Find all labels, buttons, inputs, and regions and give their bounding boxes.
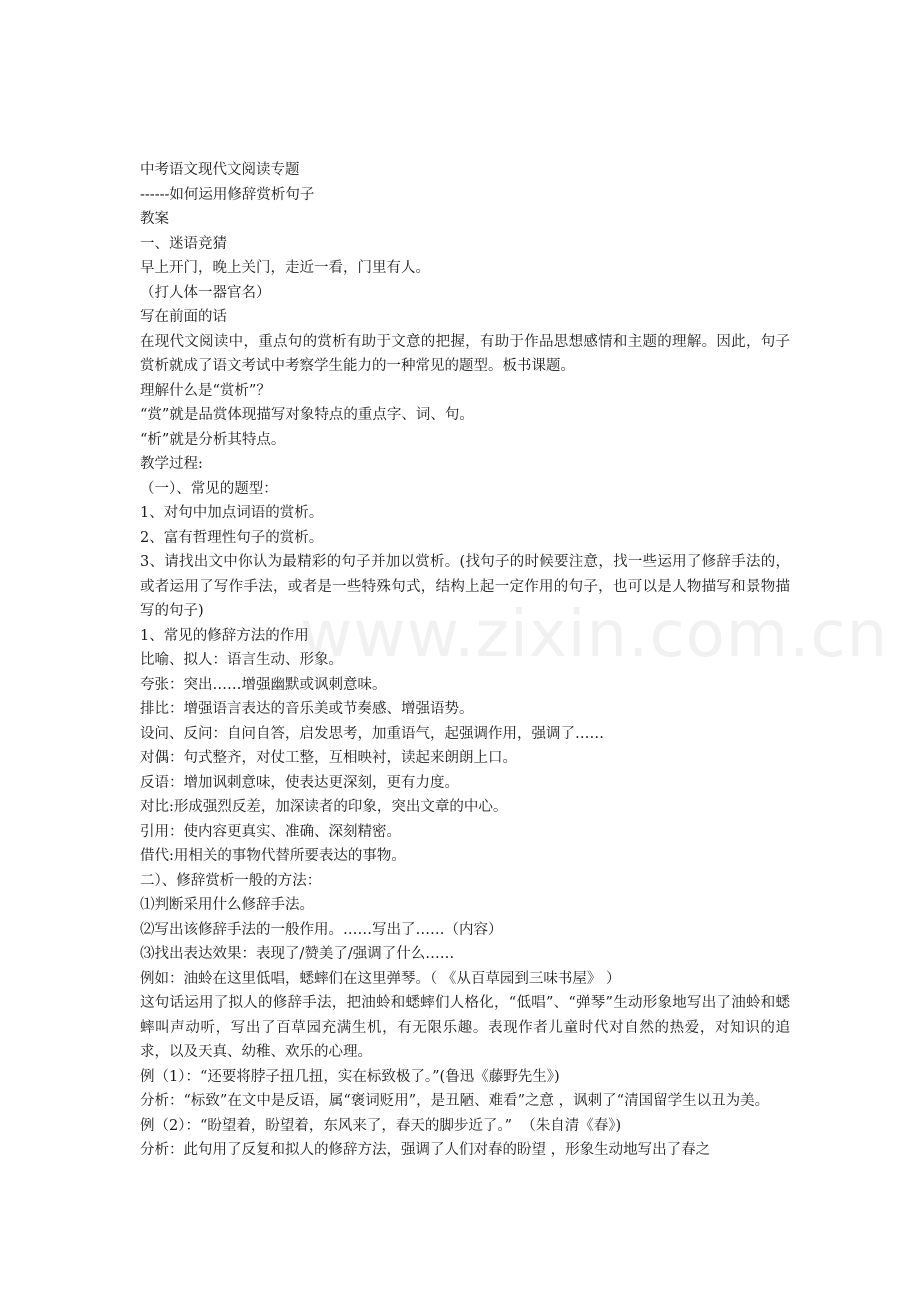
doc-line: “析”就是分析其特点。	[140, 431, 286, 448]
doc-line: 对比:形成强烈反差，加深读者的印象，突出文章的中心。	[140, 799, 508, 815]
doc-list-item: 2、富有哲理性句子的赏析。	[140, 529, 324, 546]
doc-line: 设问、反问：自问自答，启发思考，加重语气，起强调作用，强调了……	[140, 725, 604, 742]
doc-line: 借代:用相关的事物代替所要表达的事物。	[140, 848, 406, 864]
watermark: www.zixin.com.cn	[300, 598, 889, 672]
doc-list-item: ⑴判断采用什么修辞手法。	[140, 897, 314, 913]
doc-line: 引用：使内容更真实、准确、深刻精密。	[140, 823, 401, 840]
doc-line: 对偶：句式整齐，对仗工整，互相映衬，读起来朗朗上口。	[140, 750, 517, 766]
doc-heading-methods: 二）、修辞赏析一般的方法：	[140, 872, 322, 889]
doc-heading-riddle: 一、迷语竞猜	[140, 235, 227, 252]
doc-example: 例（2）：“盼望着，盼望着，东风来了，春天的脚步近了。” （朱自清《春》)	[140, 1117, 622, 1134]
doc-heading-preface: 写在前面的话	[140, 309, 227, 325]
doc-title: 中考语文现代文阅读专题	[140, 162, 300, 178]
doc-list-item: ⑵写出该修辞手法的一般作用。……写出了……（内容）	[140, 921, 503, 938]
doc-list-item: 3、请找出文中你认为最精彩的句子并加以赏析。(找句子的时候要注意，找一些运用了修辞手法的，或者运用了写作手法，或者是一些特殊句式，结构上起一定作用的句子，也可以是人物描写和景物描写的句子)	[140, 554, 790, 619]
doc-heading-question-types: （一）、常见的题型：	[140, 480, 278, 497]
doc-line: 夸张：突出……增强幽默或讽刺意味。	[140, 676, 387, 693]
document-body	[140, 158, 790, 1163]
doc-paragraph: 这句话运用了拟人的修辞手法，把油蛉和蟋蟀们人格化，“低唱”、“弹琴”生动形象地写出了油蛉和蟋蟀叫声动听，写出了百草园充满生机，有无限乐趣。表现作者儿童时代对自然的热爱，对知识的追求，以及天真、幼稚、欢乐的心理。	[140, 995, 790, 1060]
doc-paragraph: 分析：“标致”在文中是反语，属“褒词贬用”，是丑陋、难看”之意 ，讽刺了“清国留学生以丑为美。	[140, 1093, 770, 1109]
doc-example: 例如：油蛉在这里低唱，蟋蟀们在这里弹琴。（ 《从百草园到三味书屋》 ）	[140, 970, 621, 987]
doc-line: 排比：增强语言表达的音乐美或节奏感、增强语势。	[140, 701, 474, 717]
doc-list-item: ⑶找出表达效果：表现了/赞美了/强调了什么……	[140, 946, 455, 962]
doc-line: 反语：增加讽刺意味，使表达更深刻，更有力度。	[140, 774, 459, 791]
doc-line: 理解什么是“赏析”？	[140, 382, 271, 399]
doc-line: 比喻、拟人：语言生动、形象。	[140, 652, 343, 668]
doc-line: 早上开门，晚上关门，走近一看，门里有人。	[140, 260, 430, 276]
doc-heading-rhetoric: 1、常见的修辞方法的作用	[140, 627, 309, 644]
doc-line: “赏”就是品赏体现描写对象特点的重点字、词、句。	[140, 407, 474, 423]
doc-line-lesson-plan: 教案	[140, 211, 169, 227]
doc-example: 例（1）：“还要将脖子扭几扭，实在标致极了。”(鲁迅《藤野先生》)	[140, 1068, 560, 1085]
doc-heading-process: 教学过程:	[140, 456, 203, 472]
doc-list-item: 1、对句中加点词语的赏析。	[140, 505, 324, 521]
doc-paragraph: 在现代文阅读中，重点句的赏析有助于文意的把握，有助于作品思想感情和主题的理解。因此，句子赏析就成了语文考试中考察学生能力的一种常见的题型。板书课题。	[140, 333, 790, 374]
doc-subtitle: ------如何运用修辞赏析句子	[140, 186, 315, 203]
doc-line: （打人体一器官名）	[140, 284, 271, 301]
doc-paragraph: 分析：此句用了反复和拟人的修辞方法，强调了人们对春的盼望 ，形象生动地写出了春之	[140, 1142, 711, 1158]
